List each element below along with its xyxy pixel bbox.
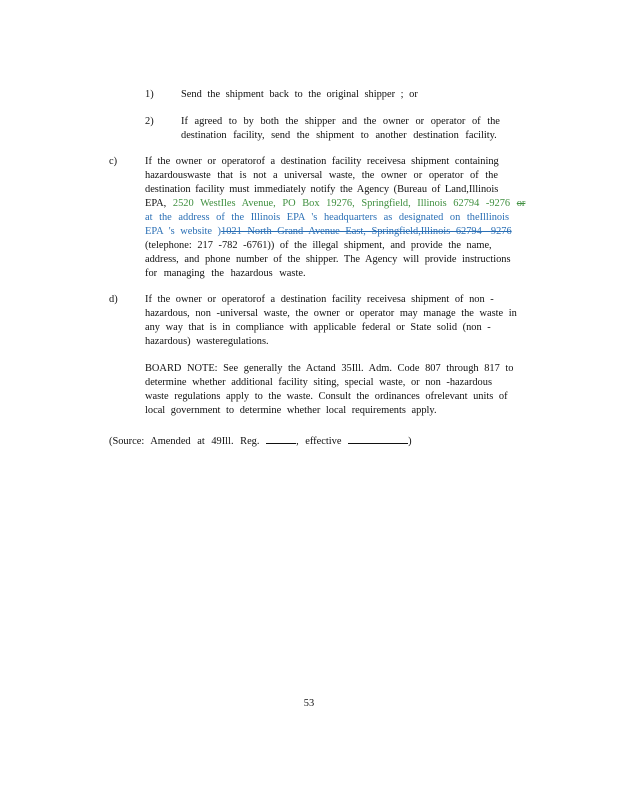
source-prefix: (Source: Amended at 49Ill. Reg. xyxy=(109,436,260,447)
item-1-marker: 1) xyxy=(145,89,154,100)
para-c-line-2: hazardouswaste that is not a universal waste, the owner or operator of the xyxy=(145,170,498,181)
para-d-marker: d) xyxy=(109,294,118,305)
reg-blank xyxy=(266,432,296,444)
source-mid: , effective xyxy=(296,436,342,447)
para-c-line-6 xyxy=(145,225,512,239)
source-suffix: ) xyxy=(408,436,412,447)
source-line xyxy=(109,432,412,449)
inserted-address-text: 2520 WestIles Avenue, PO Box 19276, Springfield, Illinois 62794 -9276 xyxy=(166,198,517,209)
para-d-line-2: hazardous, non -universal waste, the owner or operator may manage the waste in xyxy=(145,308,517,319)
para-c-line-9: for managing the hazardous waste. xyxy=(145,268,306,279)
board-note-line-2: determine whether additional facility siting, special waste, or non -hazardous xyxy=(145,377,492,388)
board-note-line-3: waste regulations apply to the waste. Consult the ordinances ofrelevant units of xyxy=(145,391,508,402)
struck-or-text: or xyxy=(516,198,526,209)
para-c-line-7: (telephone: 217 -782 -6761)) of the illegal shipment, and provide the name, xyxy=(145,240,492,251)
struck-address-text: 1021 North Grand Avenue East, Springfield,Illinois 62794 -9276 xyxy=(221,226,512,237)
para-d-line-1: If the owner or operatorof a destination facility receivesa shipment of non - xyxy=(145,294,494,305)
board-note-line-1: BOARD NOTE: See generally the Actand 35Ill. Adm. Code 807 through 817 to xyxy=(145,363,514,374)
para-d-line-3: any way that is in compliance with applicable federal or State solid (non - xyxy=(145,322,491,333)
para-c-marker: c) xyxy=(109,156,118,167)
page-number: 53 xyxy=(303,698,315,709)
item-2-line-2: destination facility, send the shipment to another destination facility. xyxy=(181,130,497,141)
item-1-text: Send the shipment back to the original shipper ; or xyxy=(181,89,418,100)
para-c-line-4 xyxy=(145,197,525,211)
inserted-headquarters-text: at the address of the Illinois EPA 's headquarters as designated on theIllinois xyxy=(145,212,510,223)
para-c-line-4-text: EPA, xyxy=(145,198,167,209)
para-c-line-3: destination facility must immediately notify the Agency (Bureau of Land,Illinois xyxy=(145,184,499,195)
item-2-marker: 2) xyxy=(145,116,154,127)
board-note-line-4: local government to determine whether local requirements apply. xyxy=(145,405,437,416)
inserted-website-text: EPA 's website ) xyxy=(145,226,222,237)
para-c-line-8: address, and phone number of the shipper. The Agency will provide instructions xyxy=(145,254,511,265)
effective-date-blank xyxy=(348,432,408,444)
para-d-line-4: hazardous) wasteregulations. xyxy=(145,336,269,347)
para-c-line-1: If the owner or operatorof a destination facility receivesa shipment containing xyxy=(145,156,499,167)
item-2-line-1: If agreed to by both the shipper and the owner or operator of the xyxy=(181,116,500,127)
